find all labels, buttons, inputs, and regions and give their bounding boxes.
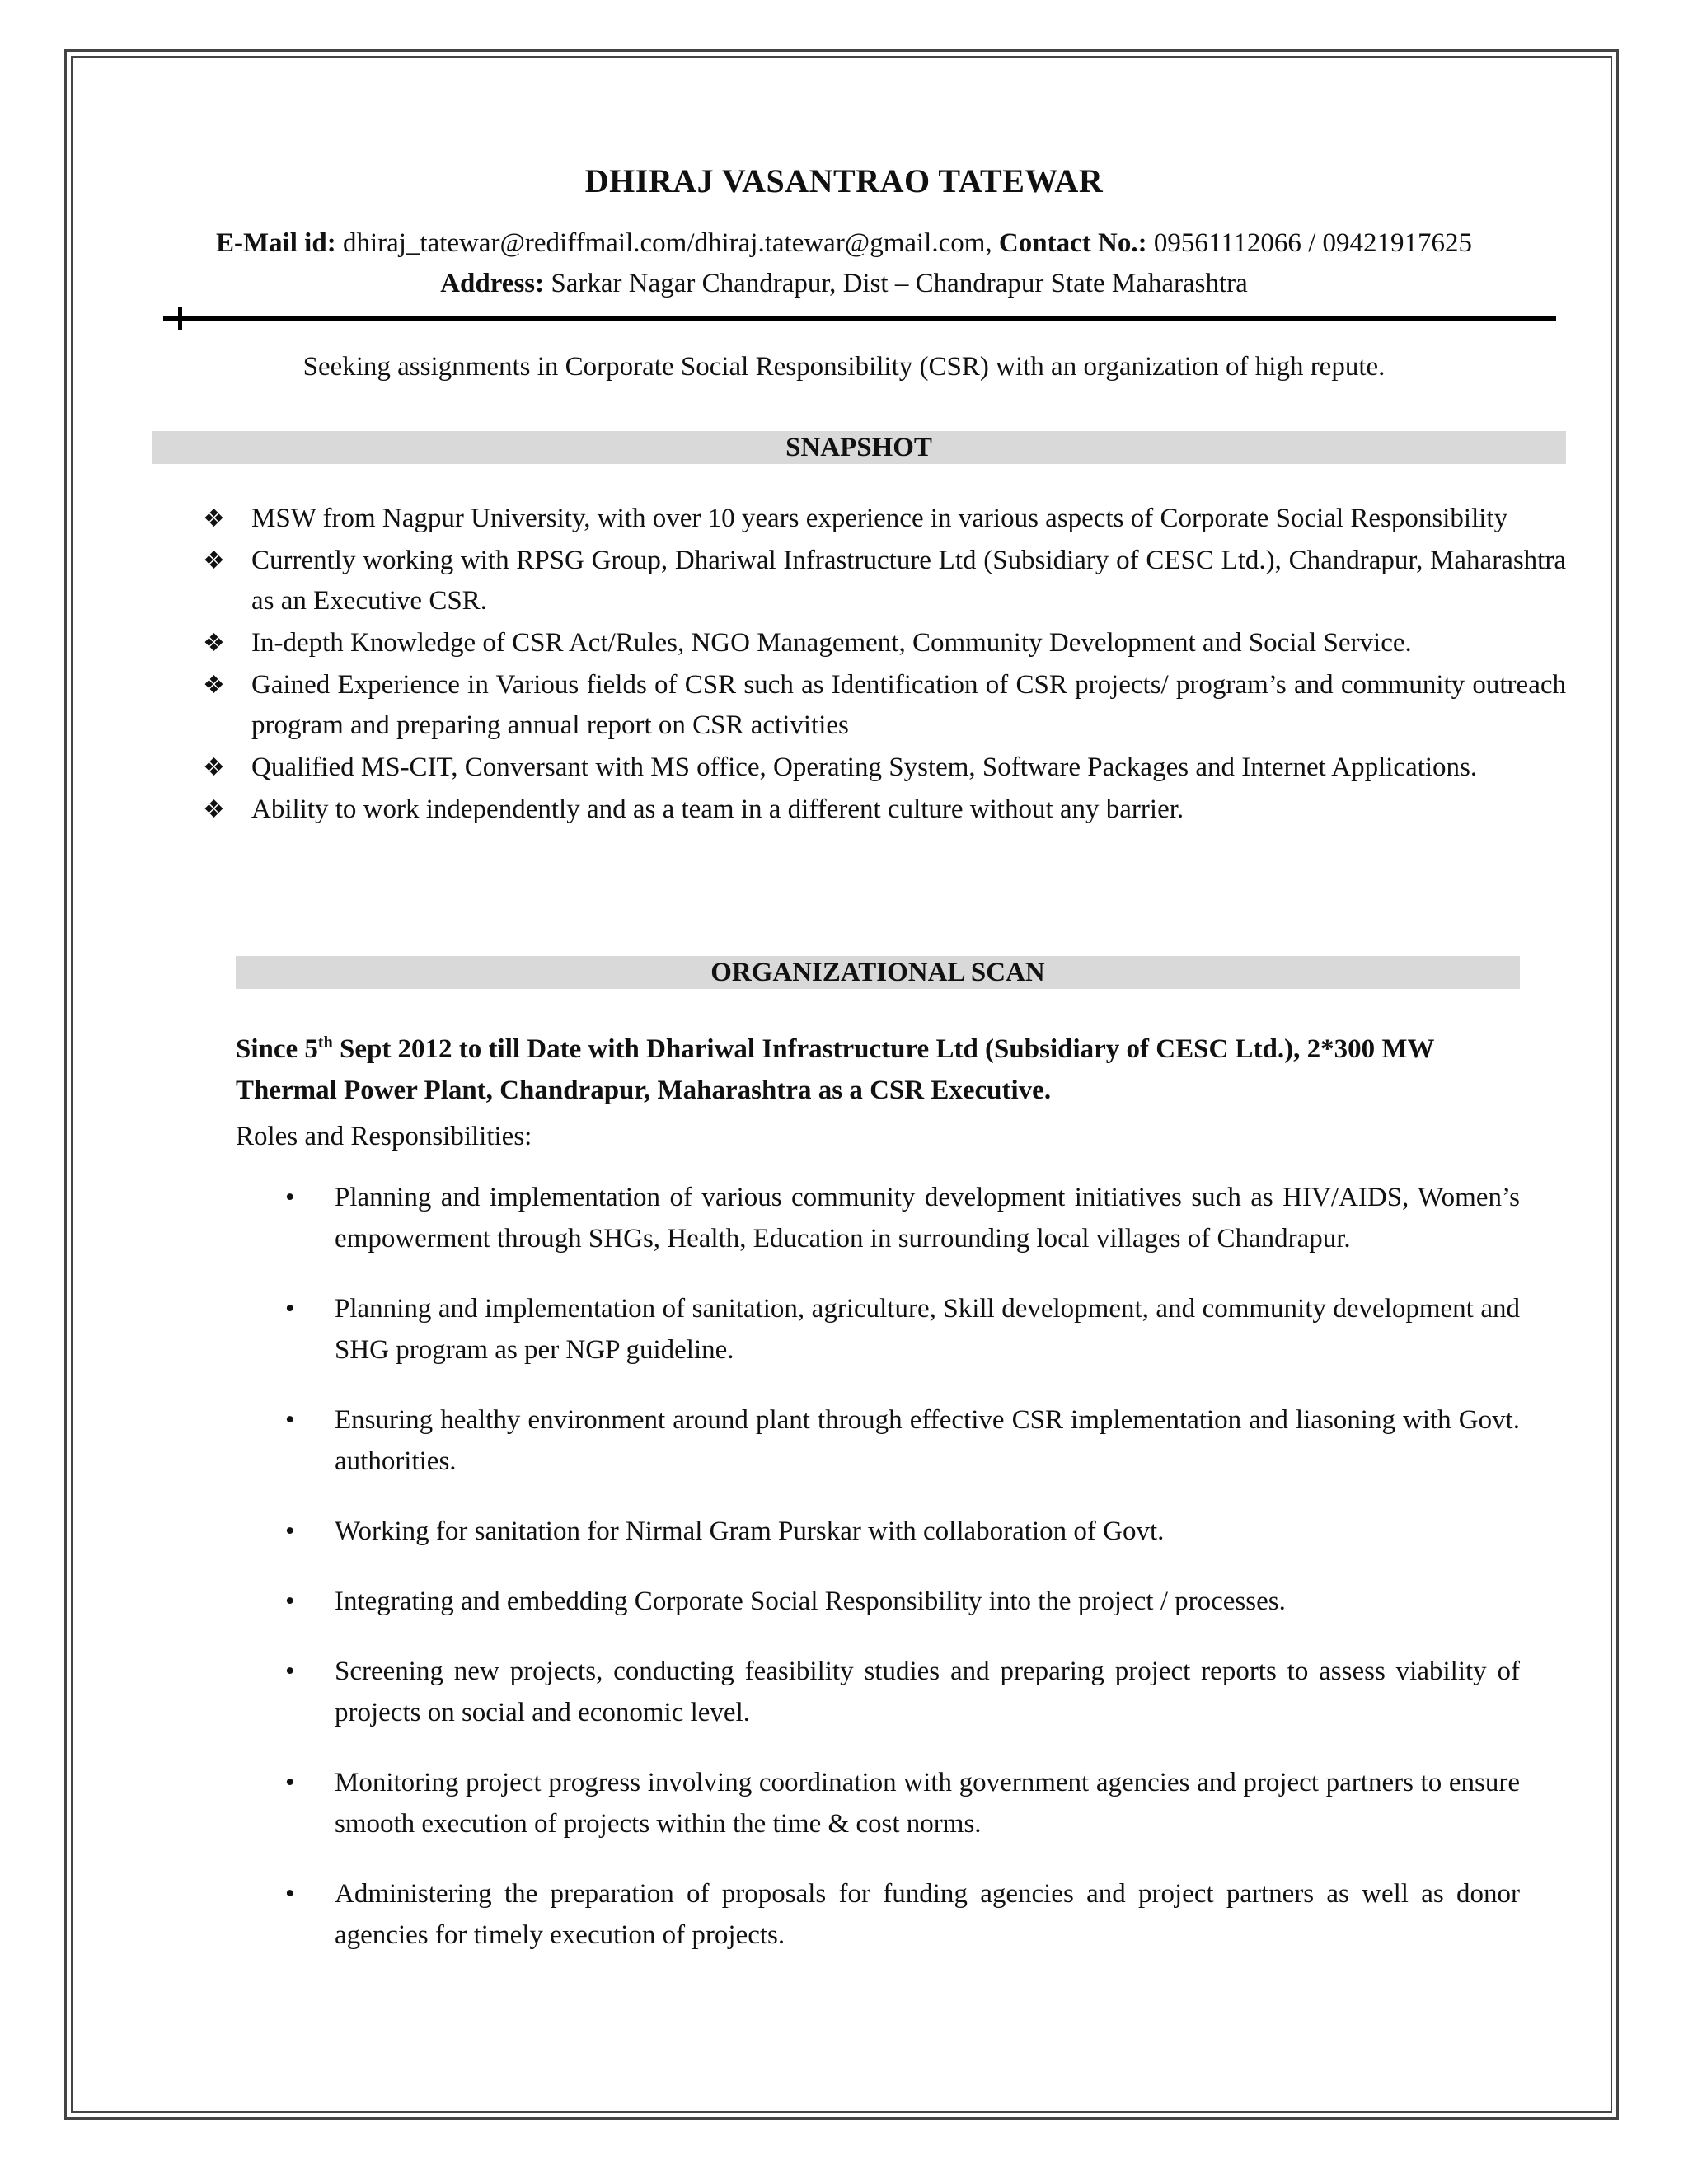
employment-heading-start: Since 5 [236,1034,318,1064]
bullet-dot-icon: • [285,1586,295,1616]
snapshot-item [203,499,1566,539]
role-item [285,1651,1520,1733]
snapshot-item-text: MSW from Nagpur University, with over 10 years experience in various aspects of Corporate Social Responsibility [251,504,1508,533]
header-divider [163,316,1556,321]
role-item-text: Administering the preparation of proposals for funding agencies and project partners as well as donor agencies for timely execution of projects. [335,1879,1520,1950]
bullet-dot-icon: • [285,1405,295,1435]
role-item [285,1177,1520,1259]
role-item-text: Working for sanitation for Nirmal Gram Purskar with collaboration of Govt. [335,1516,1165,1546]
snapshot-heading: SNAPSHOT [152,431,1566,464]
snapshot-item-text: In-depth Knowledge of CSR Act/Rules, NGO Management, Community Development and Social Service. [251,628,1412,658]
contact-label: Contact No.: [998,228,1147,258]
role-item-text: Planning and implementation of sanitation, agriculture, Skill development, and community development and SHG program as per NGP guideline. [335,1294,1520,1365]
bullet-dot-icon: • [285,1879,295,1909]
roles-label: Roles and Responsibilities: [236,1122,532,1151]
role-item-text: Ensuring healthy environment around plant through effective CSR implementation and liasoning with Govt. authorities. [335,1405,1520,1476]
snapshot-item-text: Ability to work independently and as a team in a different culture without any barrier. [251,794,1184,824]
contact-line [0,228,1688,259]
snapshot-item [203,541,1566,621]
diamond-flower-icon: ❖ [203,754,225,781]
objective-statement: Seeking assignments in Corporate Social Responsibility (CSR) with an organization of high repute. [302,352,1386,382]
roles-list [285,1177,1520,1985]
employment-heading-sup: th [317,1033,333,1052]
role-item [285,1288,1520,1371]
contact-value: 09561112066 / 09421917625 [1153,228,1473,258]
address-line [0,269,1688,299]
snapshot-item-text: Gained Experience in Various fields of CSR such as Identification of CSR projects/ program’s and community outreach program and preparing annual report on CSR activities [251,670,1566,740]
address-label: Address: [440,269,545,298]
role-item [285,1873,1520,1956]
address-value: Sarkar Nagar Chandrapur, Dist – Chandrapur State Maharashtra [551,269,1248,298]
snapshot-item-text: Qualified MS-CIT, Conversant with MS office, Operating System, Software Packages and Internet Applications. [251,752,1478,782]
bullet-dot-icon: • [285,1294,295,1324]
snapshot-item [203,790,1566,830]
snapshot-item-text: Currently working with RPSG Group, Dhariwal Infrastructure Ltd (Subsidiary of CESC Ltd.), Chandrapur, Maharashtra as an Executive CSR. [251,546,1566,616]
role-item-text: Planning and implementation of various community development initiatives such as HIV/AIDS, Women’s empowerment through SHGs, Health, Education in surrounding local villages of Chandrapur. [335,1183,1520,1254]
bullet-dot-icon: • [285,1516,295,1546]
email-value: dhiraj_tatewar@rediffmail.com/dhiraj.tatewar@gmail.com, [342,228,992,258]
role-item [285,1581,1520,1622]
role-item-text: Screening new projects, conducting feasibility studies and preparing project reports to assess viability of projects on social and economic level. [335,1657,1520,1727]
role-item [285,1511,1520,1552]
snapshot-item [203,665,1566,746]
role-item [285,1399,1520,1482]
snapshot-list [203,499,1566,832]
role-item-text: Integrating and embedding Corporate Social Responsibility into the project / processes. [335,1586,1286,1616]
employment-heading [236,1022,1522,1111]
diamond-flower-icon: ❖ [203,505,225,532]
diamond-flower-icon: ❖ [203,630,225,657]
role-item-text: Monitoring project progress involving coordination with government agencies and project partners to ensure smooth execution of projects within the time & cost norms. [335,1768,1520,1839]
diamond-flower-icon: ❖ [203,547,225,574]
diamond-flower-icon: ❖ [203,796,225,823]
snapshot-item [203,623,1566,663]
bullet-dot-icon: • [285,1657,295,1686]
header-divider-tick [178,307,182,330]
role-item [285,1762,1520,1844]
bullet-dot-icon: • [285,1768,295,1797]
email-label: E-Mail id: [215,228,336,258]
snapshot-item [203,748,1566,788]
diamond-flower-icon: ❖ [203,672,225,699]
org-scan-heading: ORGANIZATIONAL SCAN [236,956,1520,989]
employment-heading-rest: Sept 2012 to till Date with Dhariwal Infrastructure Ltd (Subsidiary of CESC Ltd.), 2*300 MW Thermal Power Plant, Chandrapur, Maharashtra as a CSR Executive. [236,1034,1434,1105]
bullet-dot-icon: • [285,1183,295,1212]
candidate-name: DHIRAJ VASANTRAO TATEWAR [584,162,1104,199]
